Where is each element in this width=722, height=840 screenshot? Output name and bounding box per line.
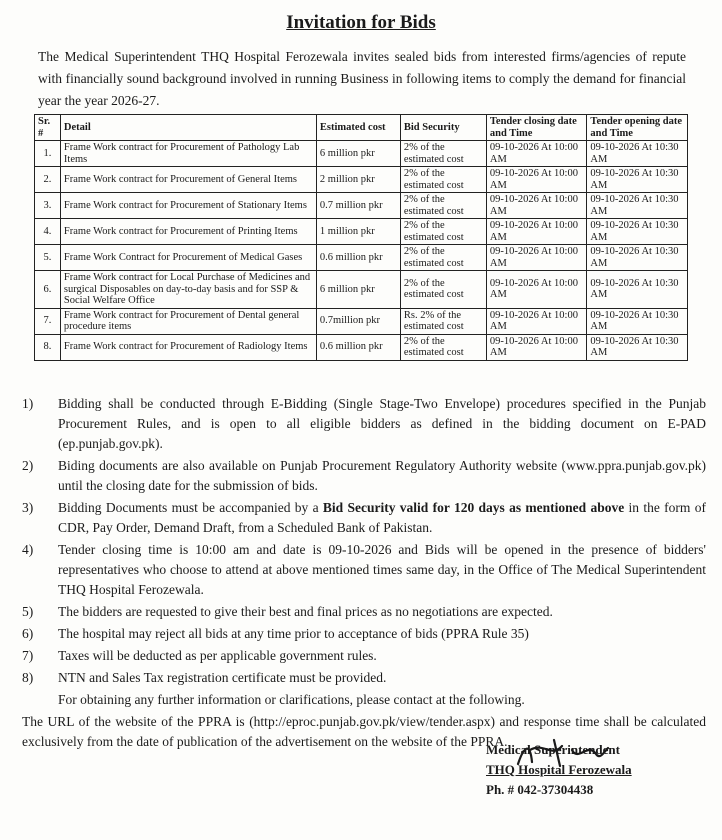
cell-closing: 09-10-2026 At 10:00 AM (486, 271, 587, 309)
rule-text: The hospital may reject all bids at any time prior to acceptance of bids (PPRA Rule 35) (58, 626, 529, 641)
signature-block (486, 740, 632, 800)
cell-detail: Frame Work contract for Procurement of Printing Items (60, 219, 316, 245)
cell-opening: 09-10-2026 At 10:30 AM (587, 219, 688, 245)
rule-number: 6) (22, 626, 34, 641)
signatory-phone: Ph. # 042-37304438 (486, 782, 594, 797)
table-row (35, 245, 688, 271)
rule-text: NTN and Sales Tax registration certificate must be provided. (58, 670, 387, 685)
cell-sr: 3. (35, 193, 61, 219)
intro-paragraph: The Medical Superintendent THQ Hospital Ferozewala invites sealed bids from interested firms/agencies of repute with financially sound background involved in running Business in following items to comply the demand for financial year the year 2026-27. (38, 49, 686, 108)
cell-sr: 7. (35, 308, 61, 334)
rule-text: The bidders are requested to give their best and final prices as no negotiations are expected. (58, 604, 553, 619)
cell-sr: 2. (35, 167, 61, 193)
table-row (35, 308, 688, 334)
cell-detail: Frame Work contract for Procurement of Radiology Items (60, 334, 316, 360)
rule-item (22, 498, 706, 538)
rule-item (22, 624, 706, 644)
header-detail: Detail (60, 115, 316, 141)
cell-opening: 09-10-2026 At 10:30 AM (587, 167, 688, 193)
header-closing: Tender closing date and Time (486, 115, 587, 141)
rule-text: Taxes will be deducted as per applicable government rules. (58, 648, 377, 663)
cell-opening: 09-10-2026 At 10:30 AM (587, 193, 688, 219)
cell-opening: 09-10-2026 At 10:30 AM (587, 308, 688, 334)
cell-sr: 6. (35, 271, 61, 309)
cell-sr: 1. (35, 141, 61, 167)
rule-text-bold: Bid Security valid for 120 days as mentioned above (322, 500, 625, 515)
cell-opening: 09-10-2026 At 10:30 AM (587, 334, 688, 360)
table-row (35, 141, 688, 167)
cell-sr: 8. (35, 334, 61, 360)
cell-closing: 09-10-2026 At 10:00 AM (486, 245, 587, 271)
cell-closing: 09-10-2026 At 10:00 AM (486, 308, 587, 334)
rule-number: 8) (22, 670, 34, 685)
cell-detail: Frame Work contract for Procurement of Pathology Lab Items (60, 141, 316, 167)
table-row (35, 334, 688, 360)
header-estimated-cost: Estimated cost (316, 115, 400, 141)
cell-sr: 5. (35, 245, 61, 271)
cell-detail: Frame Work contract for Procurement of Dental general procedure items (60, 308, 316, 334)
rule-text-pre: Bidding Documents must be accompanied by a (58, 500, 323, 515)
cell-bid-security: 2% of the estimated cost (400, 193, 486, 219)
cell-bid-security: Rs. 2% of the estimated cost (400, 308, 486, 334)
table-row (35, 219, 688, 245)
header-sr: Sr. # (35, 115, 61, 141)
rule-number: 4) (22, 542, 34, 557)
table-header-row (35, 115, 688, 141)
cell-bid-security: 2% of the estimated cost (400, 167, 486, 193)
rule-text: Biding documents are also available on Punjab Procurement Regulatory Authority website (www.ppra.punjab.gov.pk) until the closing date for the submission of bids. (58, 458, 706, 493)
cell-bid-security: 2% of the estimated cost (400, 334, 486, 360)
cell-detail: Frame Work contract for Local Purchase of Medicines and surgical Disposables on day-to-day basis and for SSP & Social Welfare Office (60, 271, 316, 309)
cell-closing: 09-10-2026 At 10:00 AM (486, 219, 587, 245)
contact-note: For obtaining any further information or clarifications, please contact at the following. (58, 692, 525, 707)
bids-table (34, 114, 688, 361)
cell-bid-security: 2% of the estimated cost (400, 141, 486, 167)
cell-estimated-cost: 2 million pkr (316, 167, 400, 193)
conditions-list (22, 394, 706, 752)
cell-estimated-cost: 0.7million pkr (316, 308, 400, 334)
document-title: Invitation for Bids (286, 12, 436, 33)
rule-text: Tender closing time is 10:00 am and date is 09-10-2026 and Bids will be opened in the presence of bidders' representatives who choose to attend at above mentioned times same day, in the Office of The Medical Superintendent THQ Hospital Ferozewala. (58, 542, 706, 597)
rule-number: 7) (22, 648, 34, 663)
rule-text (58, 498, 706, 538)
cell-closing: 09-10-2026 At 10:00 AM (486, 141, 587, 167)
cell-bid-security: 2% of the estimated cost (400, 219, 486, 245)
rule-number: 1) (22, 396, 34, 411)
cell-bid-security: 2% of the estimated cost (400, 245, 486, 271)
rule-number: 3) (22, 500, 34, 515)
cell-detail: Frame Work contract for Procurement of Stationary Items (60, 193, 316, 219)
table-body (35, 141, 688, 361)
rule-number: 5) (22, 604, 34, 619)
table-row (35, 193, 688, 219)
cell-detail: Frame Work Contract for Procurement of Medical Gases (60, 245, 316, 271)
cell-estimated-cost: 0.6 million pkr (316, 245, 400, 271)
cell-closing: 09-10-2026 At 10:00 AM (486, 334, 587, 360)
rule-item (22, 456, 706, 496)
rule-item (22, 668, 706, 688)
header-bid-security: Bid Security (400, 115, 486, 141)
ppra-url-note: The URL of the website of the PPRA is (http://eproc.punjab.gov.pk/view/tender.aspx) and response time shall be calculated exclusively from the date of publication of the advertisement on the website of the PPRA. (22, 714, 706, 749)
rule-item (22, 540, 706, 600)
table-row (35, 271, 688, 309)
cell-detail: Frame Work contract for Procurement of General Items (60, 167, 316, 193)
cell-opening: 09-10-2026 At 10:30 AM (587, 271, 688, 309)
rule-item (22, 602, 706, 622)
rule-number: 2) (22, 458, 34, 473)
cell-bid-security: 2% of the estimated cost (400, 271, 486, 309)
cell-estimated-cost: 6 million pkr (316, 271, 400, 309)
signatory-office: THQ Hospital Ferozewala (486, 762, 632, 777)
header-opening: Tender opening date and Time (587, 115, 688, 141)
cell-opening: 09-10-2026 At 10:30 AM (587, 245, 688, 271)
cell-closing: 09-10-2026 At 10:00 AM (486, 167, 587, 193)
cell-sr: 4. (35, 219, 61, 245)
table-row (35, 167, 688, 193)
cell-estimated-cost: 6 million pkr (316, 141, 400, 167)
signatory-designation: Medical Superintendent (486, 742, 620, 757)
cell-estimated-cost: 0.7 million pkr (316, 193, 400, 219)
rule-item (22, 394, 706, 454)
cell-opening: 09-10-2026 At 10:30 AM (587, 141, 688, 167)
cell-closing: 09-10-2026 At 10:00 AM (486, 193, 587, 219)
rules-container (22, 394, 706, 688)
cell-estimated-cost: 0.6 million pkr (316, 334, 400, 360)
rule-item (22, 646, 706, 666)
rule-text-post: in the form of CDR, Pay Order, Demand Draft, from a Scheduled Bank of Pakistan. (58, 500, 706, 535)
cell-estimated-cost: 1 million pkr (316, 219, 400, 245)
rule-text: Bidding shall be conducted through E-Bidding (Single Stage-Two Envelope) procedures specified in the Punjab Procurement Rules, and is open to all eligible bidders as defined in the bidding document on E-PAD (ep.punjab.gov.pk). (58, 396, 706, 451)
